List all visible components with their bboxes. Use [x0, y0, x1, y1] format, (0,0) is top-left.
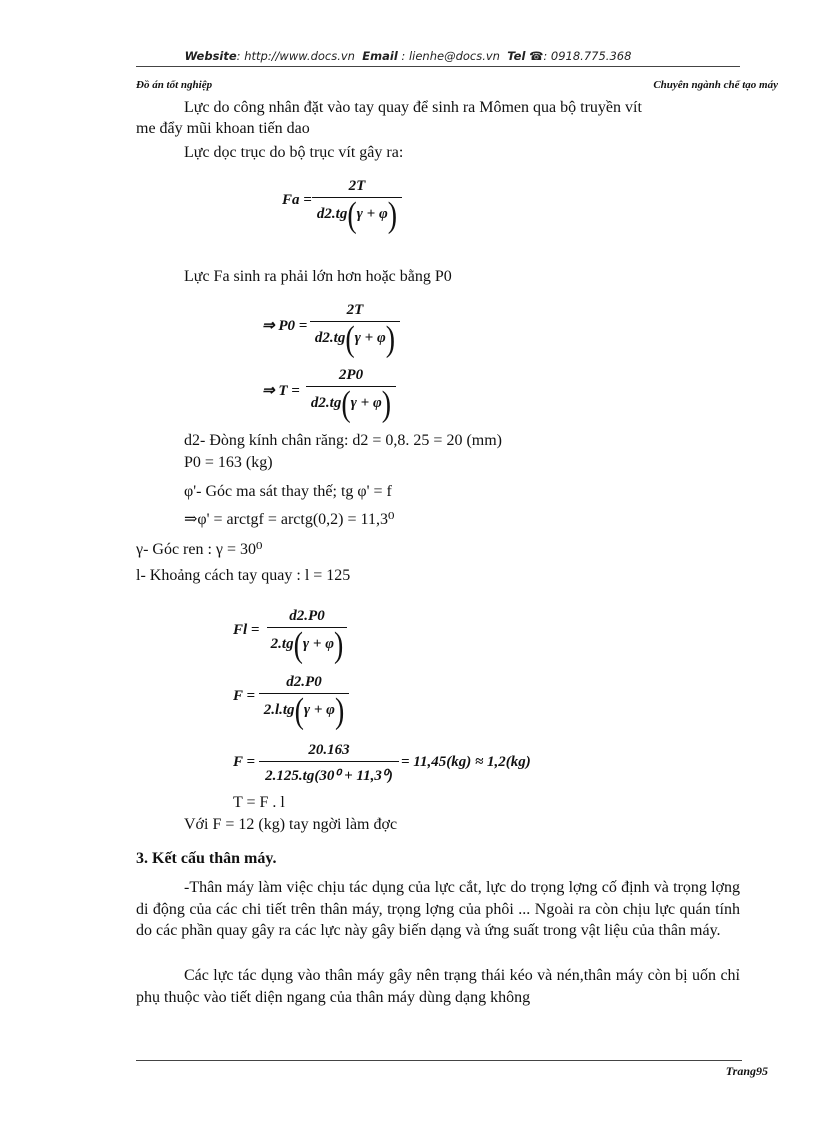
formula-numerator: d2.P0	[286, 674, 322, 690]
paragraph-line: d2- Đòng kính chân răng: d2 = 0,8. 25 = 20 (mm)	[184, 432, 502, 449]
doc-title-right: Chuyên ngành chế tạo máy	[653, 79, 778, 91]
formula-denominator: d2.tg(γ + φ)	[316, 195, 398, 236]
formula-result: = 11,45(kg) ≈ 1,2(kg)	[401, 754, 531, 770]
formula-numerator: 2T	[348, 178, 366, 194]
formula-numerator: 20.163	[308, 742, 350, 758]
formula-lhs: F =	[233, 688, 256, 704]
paragraph-line: l- Khoảng cách tay quay : l = 125	[136, 567, 351, 584]
paragraph-line: ⇒φ' = arctgf = arctg(0,2) = 11,3⁰	[184, 511, 395, 528]
formula-lhs: ⇒ T =	[262, 383, 300, 399]
page-number: Trang95	[725, 1064, 768, 1078]
email-value[interactable]: : lienhe@docs.vn	[401, 49, 500, 63]
email-label: Email	[362, 49, 398, 63]
formula-numerator: 2P0	[338, 367, 364, 383]
tel-label: Tel	[507, 49, 526, 63]
header-rule	[136, 66, 740, 67]
formula-denominator: d2.tg(γ + φ)	[314, 319, 396, 360]
paragraph-line: Lực Fa sinh ra phải lớn hơn hoặc bằng P0	[184, 268, 452, 285]
body-paragraph: -Thân máy làm việc chịu tác dụng của lực cắt, lực do trọng lợng cố định và trọng lợng di động của các chi tiết trên thân máy, trọng lợng của phôi ... Ngoài ra còn chịu lực quán tính do các phần quay gây ra các lực này gây biến dạng và ứng suất trong vật liệu của thân máy.	[136, 879, 740, 939]
phone-icon: ☎	[529, 49, 544, 63]
formula-denominator: 2.l.tg(γ + φ)	[263, 691, 345, 732]
formula-lhs: Fl =	[233, 622, 260, 638]
paragraph-line: T = F . l	[233, 794, 285, 811]
doc-title-left: Đồ án tốt nghiệp	[136, 79, 213, 91]
section-heading: 3. Kết cấu thân máy.	[136, 850, 277, 867]
formula-denominator: d2.tg(γ + φ)	[310, 384, 392, 425]
footer-rule	[136, 1060, 742, 1061]
paragraph-line: φ'- Góc ma sát thay thế; tg φ' = f	[184, 483, 392, 500]
paragraph-line: Lực do công nhân đặt vào tay quay để sinh ra Mômen qua bộ truyền vít	[184, 99, 642, 116]
paragraph-line: γ- Góc ren : γ = 30⁰	[136, 541, 263, 558]
formula-numerator: 2T	[346, 302, 364, 318]
paragraph-line: Với F = 12 (kg) tay ngời làm đợc	[184, 816, 398, 833]
formula-denominator: 2.125.tg(30⁰ + 11,3⁰)	[265, 768, 393, 784]
website-label: Website	[184, 49, 237, 63]
paragraph-line: P0 = 163 (kg)	[184, 454, 273, 471]
formula-lhs: Fa =	[282, 192, 312, 208]
formula-denominator: 2.tg(γ + φ)	[270, 625, 344, 666]
formula-numerator: d2.P0	[289, 608, 325, 624]
body-paragraph: Các lực tác dụng vào thân máy gây nên trạng thái kéo và nén,thân máy còn bị uốn chỉ phụ thuộc vào tiết diện ngang của thân máy dùng dạng không	[136, 967, 740, 1006]
website-url[interactable]: : http://www.docs.vn	[236, 49, 355, 63]
paragraph-line: me đẩy mũi khoan tiến dao	[136, 120, 310, 137]
tel-value: : 0918.775.368	[543, 49, 632, 63]
paragraph-line: Lực dọc trục do bộ trục vít gây ra:	[184, 144, 404, 161]
header-contact	[0, 49, 816, 63]
formula-lhs: F =	[233, 754, 256, 770]
formula-lhs: ⇒ P0 =	[262, 318, 308, 334]
